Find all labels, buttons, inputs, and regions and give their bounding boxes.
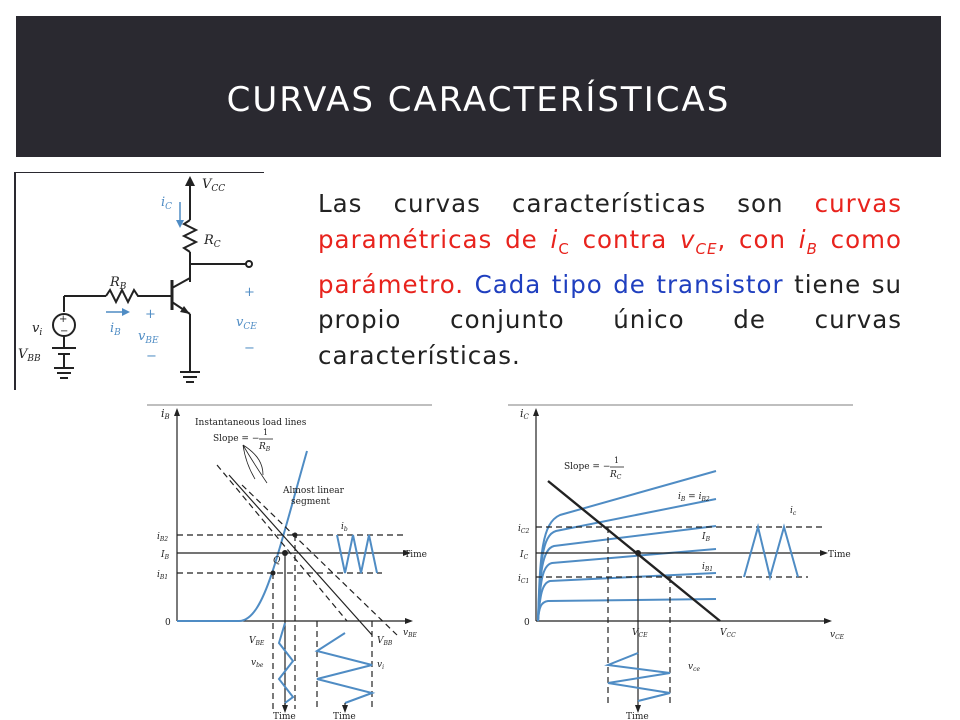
- svg-text:vBE: $v_{BE}$: [138, 329, 159, 346]
- svg-text:IC: $I_C$: [520, 550, 529, 561]
- svg-text:Time: Time: [626, 712, 649, 720]
- svg-text:Q: Q: [273, 556, 281, 566]
- svg-text:iC: iC: [520, 407, 529, 421]
- svg-text:Slope = −: Slope = −: [213, 434, 260, 444]
- svg-text:vCE: $v_{CE}$: [236, 315, 257, 332]
- svg-text:iC: $i_C$: [161, 195, 173, 212]
- svg-text:1: 1: [263, 428, 269, 437]
- svg-text:vi: $v_i$: [32, 321, 43, 338]
- svg-text:iC1: $i_{C1}$: [518, 574, 530, 585]
- svg-text:iC2: $i_{C2}$: [518, 524, 530, 535]
- svg-text:Time: Time: [333, 712, 356, 720]
- svg-text:VBB: $V_{BB}$: [377, 636, 393, 647]
- svg-text:+: +: [145, 307, 156, 322]
- slide-title: CURVAS CARACTERÍSTICAS: [226, 80, 731, 120]
- svg-text:vbe: $v_{be}$: [251, 658, 264, 669]
- svg-text:RB: $R_B$: [110, 275, 127, 292]
- svg-text:Almost linear: Almost linear: [283, 486, 344, 496]
- svg-text:0: 0: [524, 618, 530, 628]
- svg-text:VBE: $V_{BE}$: [249, 636, 265, 647]
- svg-text:Slope = −: Slope = −: [564, 462, 611, 472]
- svg-text:VCC: $V_{CC}$: [202, 177, 226, 194]
- text-rest: tiene su propio conjunto único de curvas características.: [318, 269, 902, 370]
- input-characteristic-graph: [147, 403, 432, 720]
- svg-text:Instantaneous load lines: Instantaneous load lines: [195, 418, 307, 428]
- svg-text:vce: $v_{ce}$: [688, 662, 701, 673]
- circuit-diagram: [14, 172, 264, 390]
- svg-text:iB2: $i_{B2}$: [157, 532, 169, 543]
- svg-text:ic: $i_c$: [790, 506, 797, 517]
- svg-text:vCE: $v_{CE}$: [830, 630, 845, 641]
- output-characteristic-graph: [508, 403, 860, 720]
- svg-text:0: 0: [165, 618, 171, 628]
- svg-text:Time: Time: [828, 550, 851, 560]
- svg-text:iB: iB: [161, 407, 170, 421]
- svg-text:IB: $I_B$: [702, 532, 710, 543]
- svg-text:VCC: $V_{CC}$: [720, 628, 736, 639]
- svg-text:segment: segment: [291, 497, 330, 507]
- body-paragraph: [318, 186, 902, 373]
- svg-text:−: −: [60, 326, 69, 337]
- svg-text:iB1: $i_{B1}$: [702, 562, 714, 573]
- svg-text:IB: $I_B$: [161, 550, 169, 561]
- title-bar: [16, 16, 941, 157]
- svg-text:VBB: $V_{BB}$: [18, 347, 41, 364]
- svg-text:RC: $R_C$: [610, 470, 622, 481]
- svg-text:Time: Time: [273, 712, 296, 720]
- svg-text:iB: $i_B$: [110, 321, 121, 338]
- svg-text:−: −: [146, 349, 157, 364]
- text-intro: Las curvas características son: [318, 189, 815, 218]
- svg-text:−: −: [244, 341, 255, 356]
- svg-text:iB = iB2: $i_B = i_{B2}$: [678, 492, 710, 503]
- text-transistor-type: Cada tipo de transistor: [474, 269, 784, 299]
- svg-text:vi: $v_i$: [377, 660, 385, 671]
- svg-text:ib: $i_b$: [341, 522, 348, 533]
- svg-text:iB1: $i_{B1}$: [157, 570, 169, 581]
- svg-text:RC: $R_C$: [204, 233, 221, 250]
- svg-text:+: +: [59, 314, 68, 325]
- svg-text:1: 1: [614, 456, 620, 465]
- svg-text:Time: Time: [404, 550, 427, 560]
- svg-text:+: +: [244, 285, 255, 300]
- svg-text:VCE: $V_{CE}$: [632, 628, 648, 639]
- text-parametric: curvas paramétricas de $i_C$ contra $v_{CE}$, con $i_B$ como parámetro.: [318, 189, 902, 299]
- svg-text:RB: $R_B$: [259, 442, 271, 453]
- svg-text:vBE: $v_{BE}$: [403, 628, 417, 639]
